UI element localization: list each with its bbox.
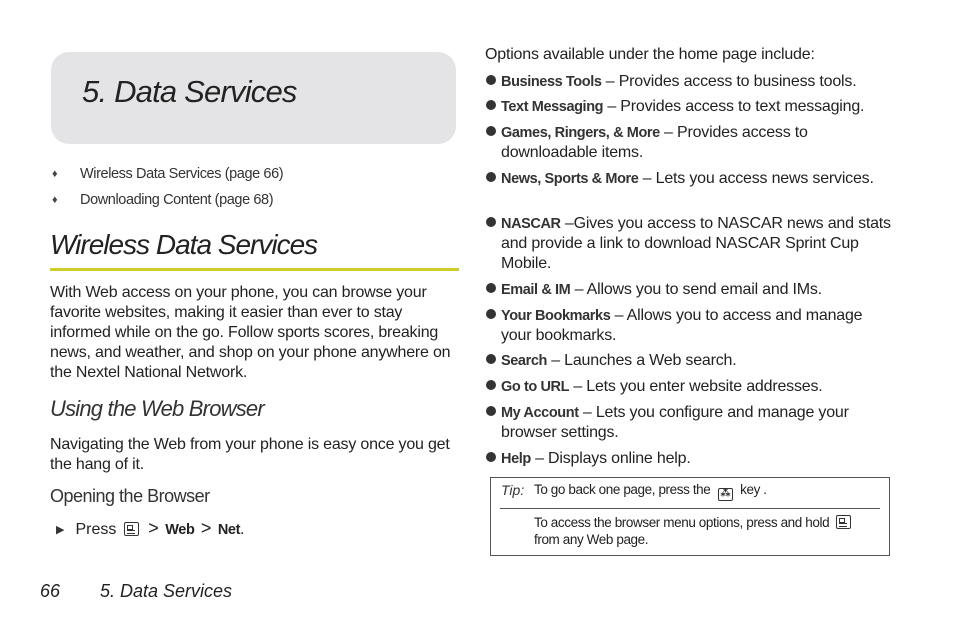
option-name: Email & IM — [501, 282, 571, 298]
option-desc: – Lets you configure and manage your browser settings. — [501, 404, 849, 441]
subsection-intro: Navigating the Web from your phone is easy once you get the hang of it. — [50, 436, 450, 473]
tip-label: Tip: — [501, 482, 525, 498]
tip-text-before: To go back one page, press the — [534, 482, 711, 497]
bullet-icon — [486, 309, 496, 319]
chapter-title-box — [51, 52, 456, 144]
menu-key-icon — [124, 522, 139, 536]
tip-divider — [500, 508, 880, 509]
step-separator: > — [148, 518, 159, 538]
bullet-icon — [486, 354, 496, 364]
bullet-icon — [486, 380, 496, 390]
option-name: Games, Ringers, & More — [501, 125, 660, 141]
tip-text-line2: To access the browser menu options, press and hold — [534, 515, 830, 530]
tip-text — [534, 514, 882, 548]
triangle-bullet-icon: ▶ — [56, 524, 65, 536]
step-web: Web — [165, 522, 195, 538]
option-name: Text Messaging — [501, 99, 604, 115]
diamond-bullet-icon: ♦ — [52, 168, 58, 180]
press-step — [56, 518, 244, 539]
option-name: Go to URL — [501, 379, 570, 395]
section-intro: With Web access on your phone, you can browse your favorite websites, making it easier than ever to stay informed while on the go. Follow sports scores, breaking news, and weather, and shop on your phone anywhere on the Nextel National Network. — [50, 284, 451, 381]
option-name: News, Sports & More — [501, 171, 639, 187]
option-desc: – Launches a Web search. — [546, 352, 737, 369]
diamond-bullet-icon: ♦ — [52, 194, 58, 206]
heading-rule — [50, 268, 459, 271]
tip-text — [534, 482, 767, 501]
opening-heading: Opening the Browser — [50, 486, 210, 506]
menu-key-icon — [836, 515, 851, 529]
option-desc: – Provides access to downloadable items. — [501, 124, 808, 161]
bullet-icon — [486, 126, 496, 136]
option-desc: –Gives you access to NASCAR news and stats and provide a link to download NASCAR Sprint Cup Mobile. — [501, 215, 891, 272]
option-desc: – Allows you to send email and IMs. — [570, 281, 822, 298]
bullet-icon — [486, 100, 496, 110]
option-name: Search — [501, 353, 547, 369]
bullet-icon — [486, 406, 496, 416]
page-number: 66 — [40, 581, 61, 601]
option-desc: – Lets you access news services. — [638, 170, 874, 187]
step-separator: > — [200, 518, 212, 538]
list-item — [486, 377, 896, 397]
toc-item-label: Wireless Data Services (page 66) — [80, 166, 284, 182]
list-item — [486, 351, 896, 371]
section-heading: Wireless Data Services — [50, 229, 318, 260]
bullet-icon — [486, 75, 496, 85]
list-item — [486, 280, 896, 300]
list-item — [486, 97, 896, 117]
tip-box — [490, 477, 890, 556]
option-name: Help — [501, 451, 531, 467]
chapter-title: 5. Data Services — [82, 74, 297, 109]
tip-text-after: key . — [740, 482, 767, 497]
option-desc: – Provides access to text messaging. — [603, 98, 865, 115]
toc-item-label: Downloading Content (page 68) — [80, 192, 274, 208]
option-name: Business Tools — [501, 74, 602, 90]
back-key-icon: ⁂ — [718, 488, 733, 501]
list-item — [486, 306, 896, 346]
list-item — [486, 449, 896, 469]
option-name: My Account — [501, 405, 579, 421]
bullet-icon — [486, 283, 496, 293]
option-desc: – Provides access to business tools. — [601, 73, 857, 90]
option-desc: – Lets you enter website addresses. — [569, 378, 823, 395]
options-intro: Options available under the home page include: — [485, 46, 815, 63]
bullet-icon — [486, 172, 496, 182]
bullet-icon — [486, 452, 496, 462]
tip-text-line2-after: from any Web page. — [534, 532, 649, 547]
option-desc: – Allows you to access and manage your bookmarks. — [501, 307, 863, 344]
bullet-icon — [486, 217, 496, 227]
list-item — [486, 72, 896, 92]
list-item — [486, 123, 896, 163]
subsection-heading: Using the Web Browser — [50, 396, 264, 421]
list-item — [486, 214, 896, 274]
list-item — [486, 169, 896, 189]
step-net: Net — [217, 522, 240, 538]
press-label: Press — [75, 521, 117, 538]
list-item — [486, 403, 896, 443]
option-desc: – Displays online help. — [530, 450, 691, 467]
option-name: Your Bookmarks — [501, 308, 611, 324]
footer-chapter: 5. Data Services — [100, 581, 233, 601]
option-name: NASCAR — [501, 216, 561, 232]
step-end: . — [240, 521, 245, 538]
